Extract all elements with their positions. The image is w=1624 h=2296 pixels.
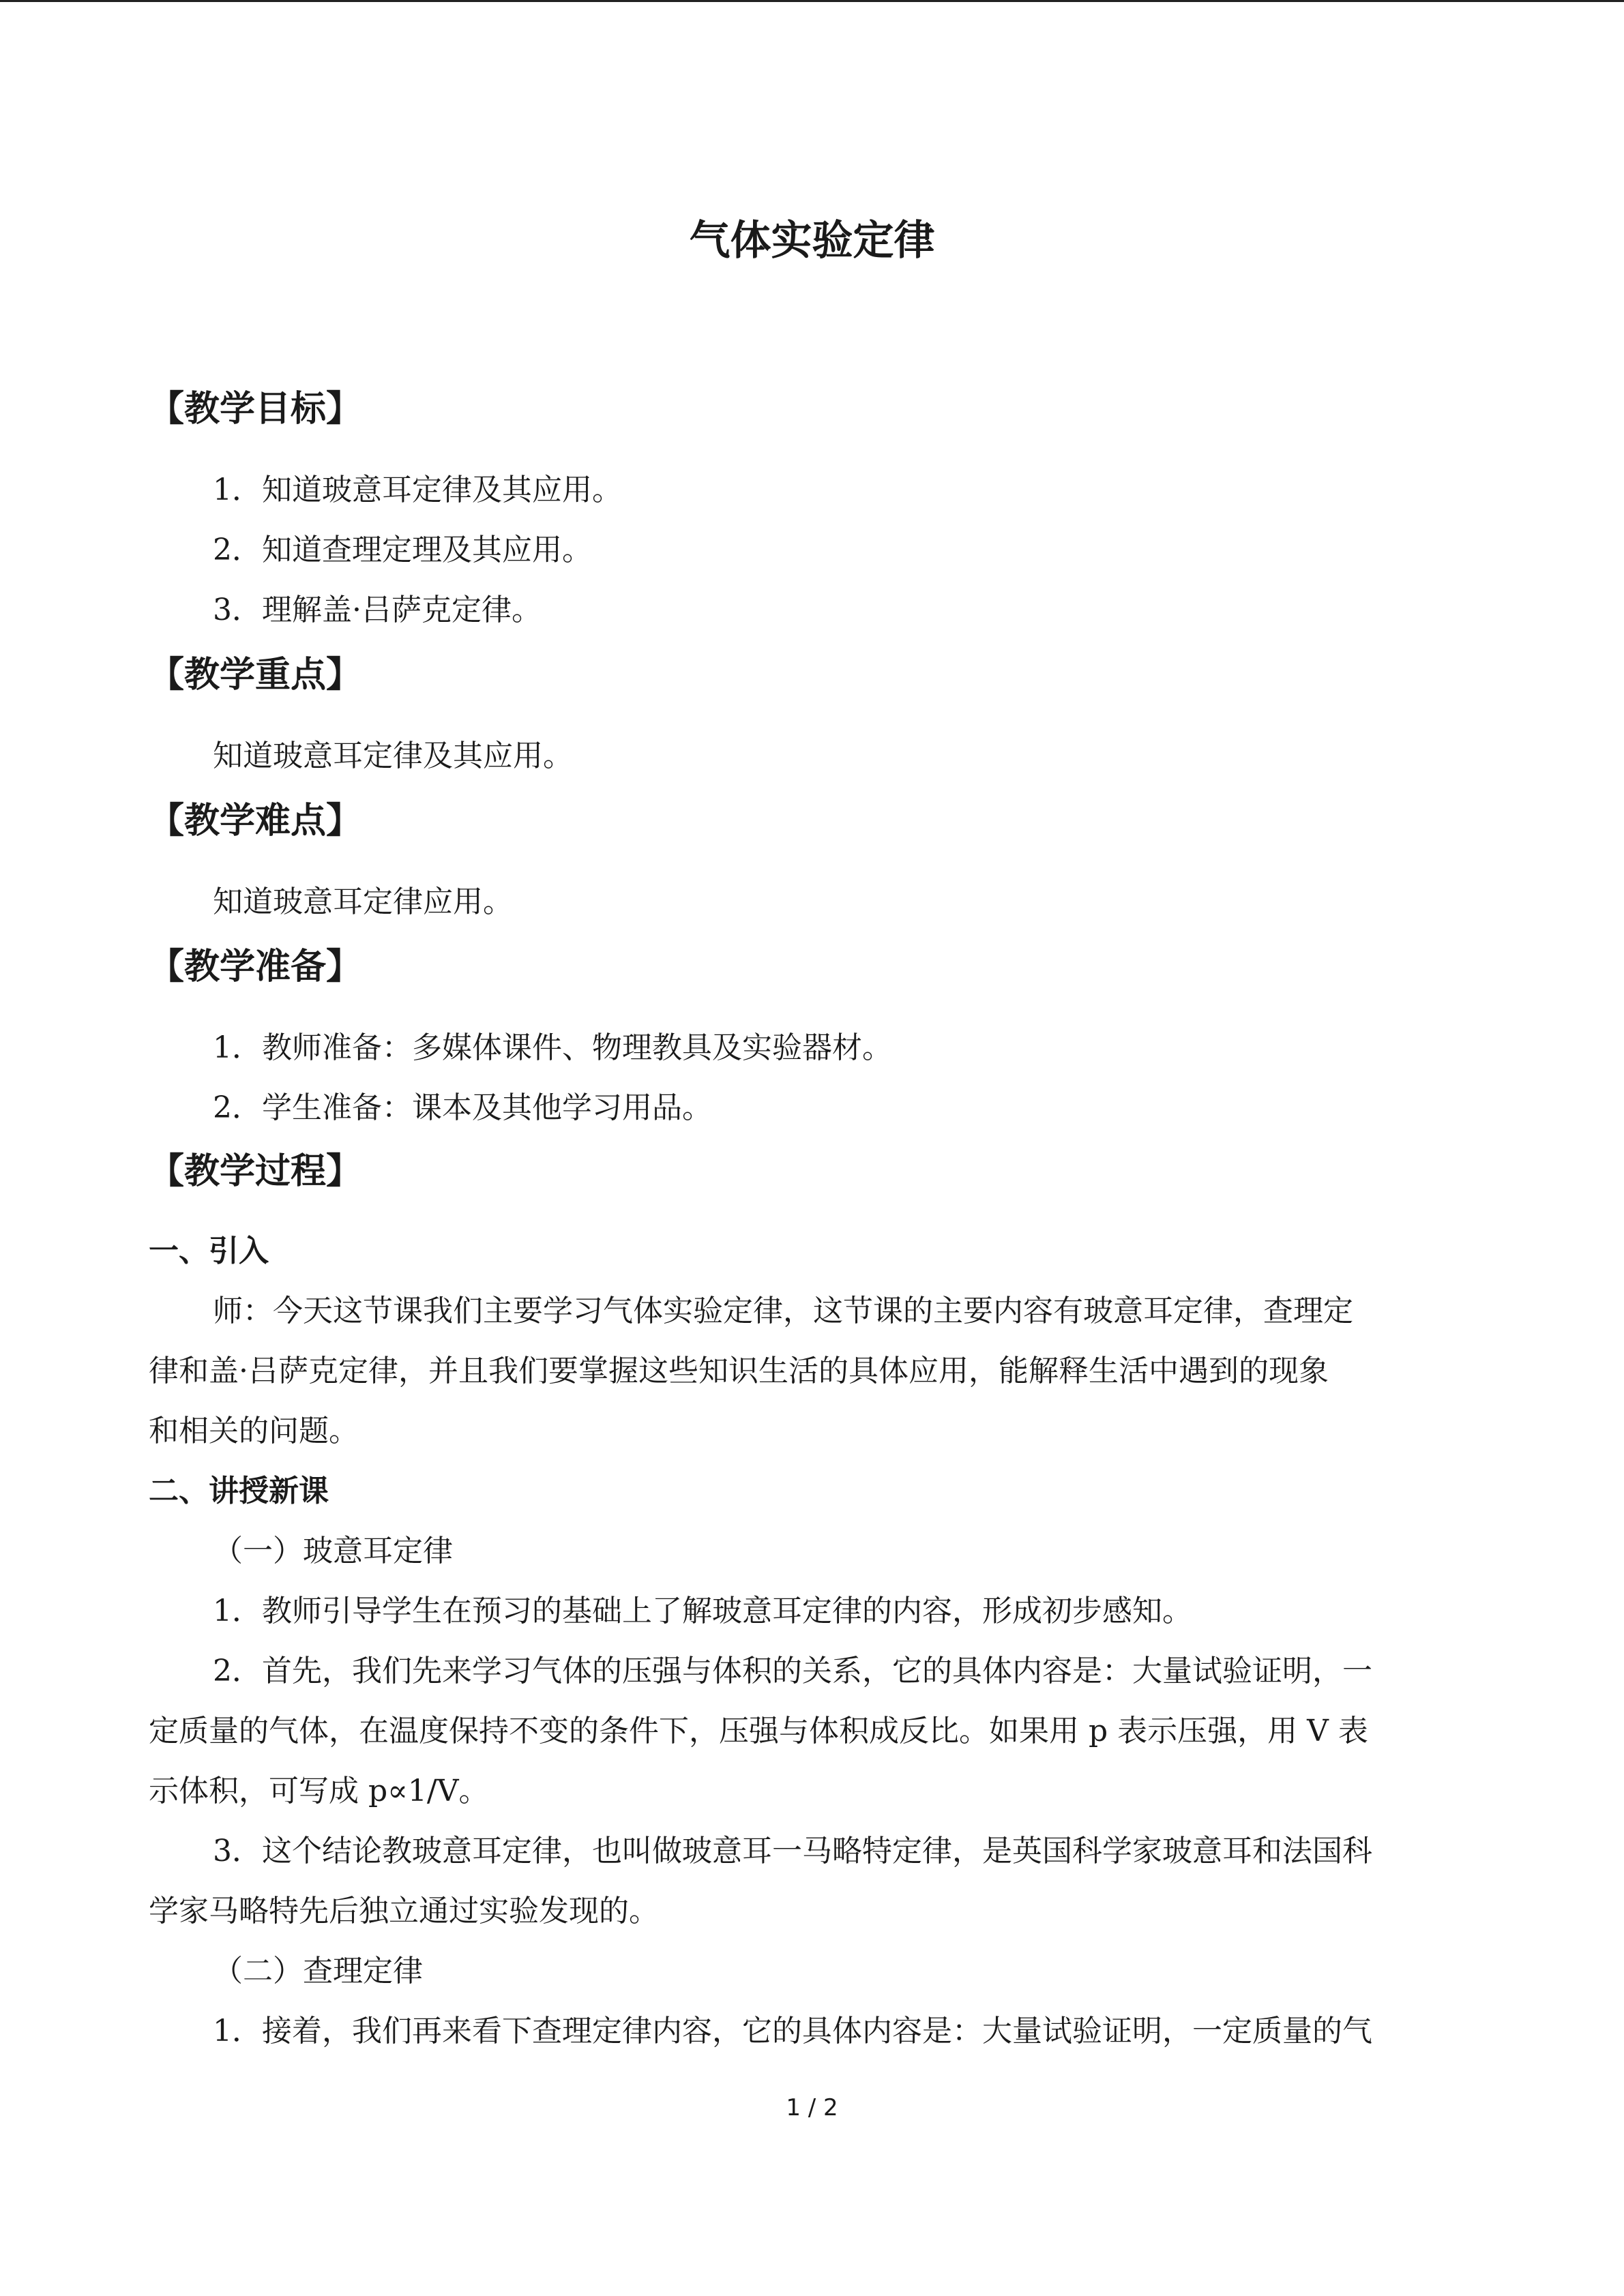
- objective-item: 1．知道玻意耳定律及其应用。: [213, 473, 622, 507]
- intro-line: 律和盖·吕萨克定律，并且我们要掌握这些知识生活的具体应用，能解释生活中遇到的现象: [149, 1354, 1329, 1388]
- section-heading-objectives: 【教学目标】: [149, 389, 362, 430]
- section-heading-difficulties: 【教学难点】: [149, 801, 362, 841]
- section-heading-process: 【教学过程】: [149, 1151, 362, 1192]
- page-number: 1 / 2: [786, 2094, 838, 2121]
- boyle-paragraph-3-line: 3．这个结论教玻意耳定律，也叫做玻意耳一马略特定律，是英国科学家玻意耳和法国科: [213, 1834, 1372, 1868]
- preparation-item: 1．教师准备：多媒体课件、物理教具及实验器材。: [213, 1030, 892, 1065]
- top-border: [0, 0, 1624, 2]
- boyle-paragraph-1: 1．教师引导学生在预习的基础上了解玻意耳定律的内容，形成初步感知。: [213, 1594, 1192, 1628]
- section-heading-preparation: 【教学准备】: [149, 946, 362, 987]
- new-lesson-heading: 二、讲授新课: [149, 1474, 329, 1508]
- intro-line: 师：今天这节课我们主要学习气体实验定律，这节课的主要内容有玻意耳定律，查理定: [213, 1294, 1353, 1328]
- key-points-text: 知道玻意耳定律及其应用。: [213, 739, 573, 773]
- objective-item: 3．理解盖·吕萨克定律。: [213, 593, 542, 627]
- boyle-paragraph-3-line: 学家马略特先后独立通过实验发现的。: [149, 1894, 659, 1928]
- charles-paragraph-1: 1．接着，我们再来看下查理定律内容，它的具体内容是：大量试验证明，一定质量的气: [213, 2014, 1372, 2048]
- objective-item: 2．知道查理定理及其应用。: [213, 533, 592, 567]
- intro-heading: 一、引入: [149, 1234, 269, 1268]
- intro-line: 和相关的问题。: [149, 1414, 359, 1448]
- boyle-paragraph-2-line: 2．首先，我们先来学习气体的压强与体积的关系，它的具体内容是：大量试验证明，一: [213, 1654, 1372, 1688]
- difficulties-text: 知道玻意耳定律应用。: [213, 884, 513, 919]
- section-heading-key-points: 【教学重点】: [149, 655, 362, 696]
- boyle-subheading: （一）玻意耳定律: [213, 1534, 453, 1568]
- charles-subheading: （二）查理定律: [213, 1954, 423, 1988]
- preparation-item: 2．学生准备：课本及其他学习用品。: [213, 1090, 712, 1125]
- boyle-paragraph-2-line: 定质量的气体，在温度保持不变的条件下，压强与体积成反比。如果用 p 表示压强，用 V 表: [149, 1714, 1368, 1748]
- boyle-paragraph-2-line: 示体积，可写成 p∝1/V。: [149, 1774, 489, 1808]
- page-title: 气体实验定律: [689, 217, 935, 265]
